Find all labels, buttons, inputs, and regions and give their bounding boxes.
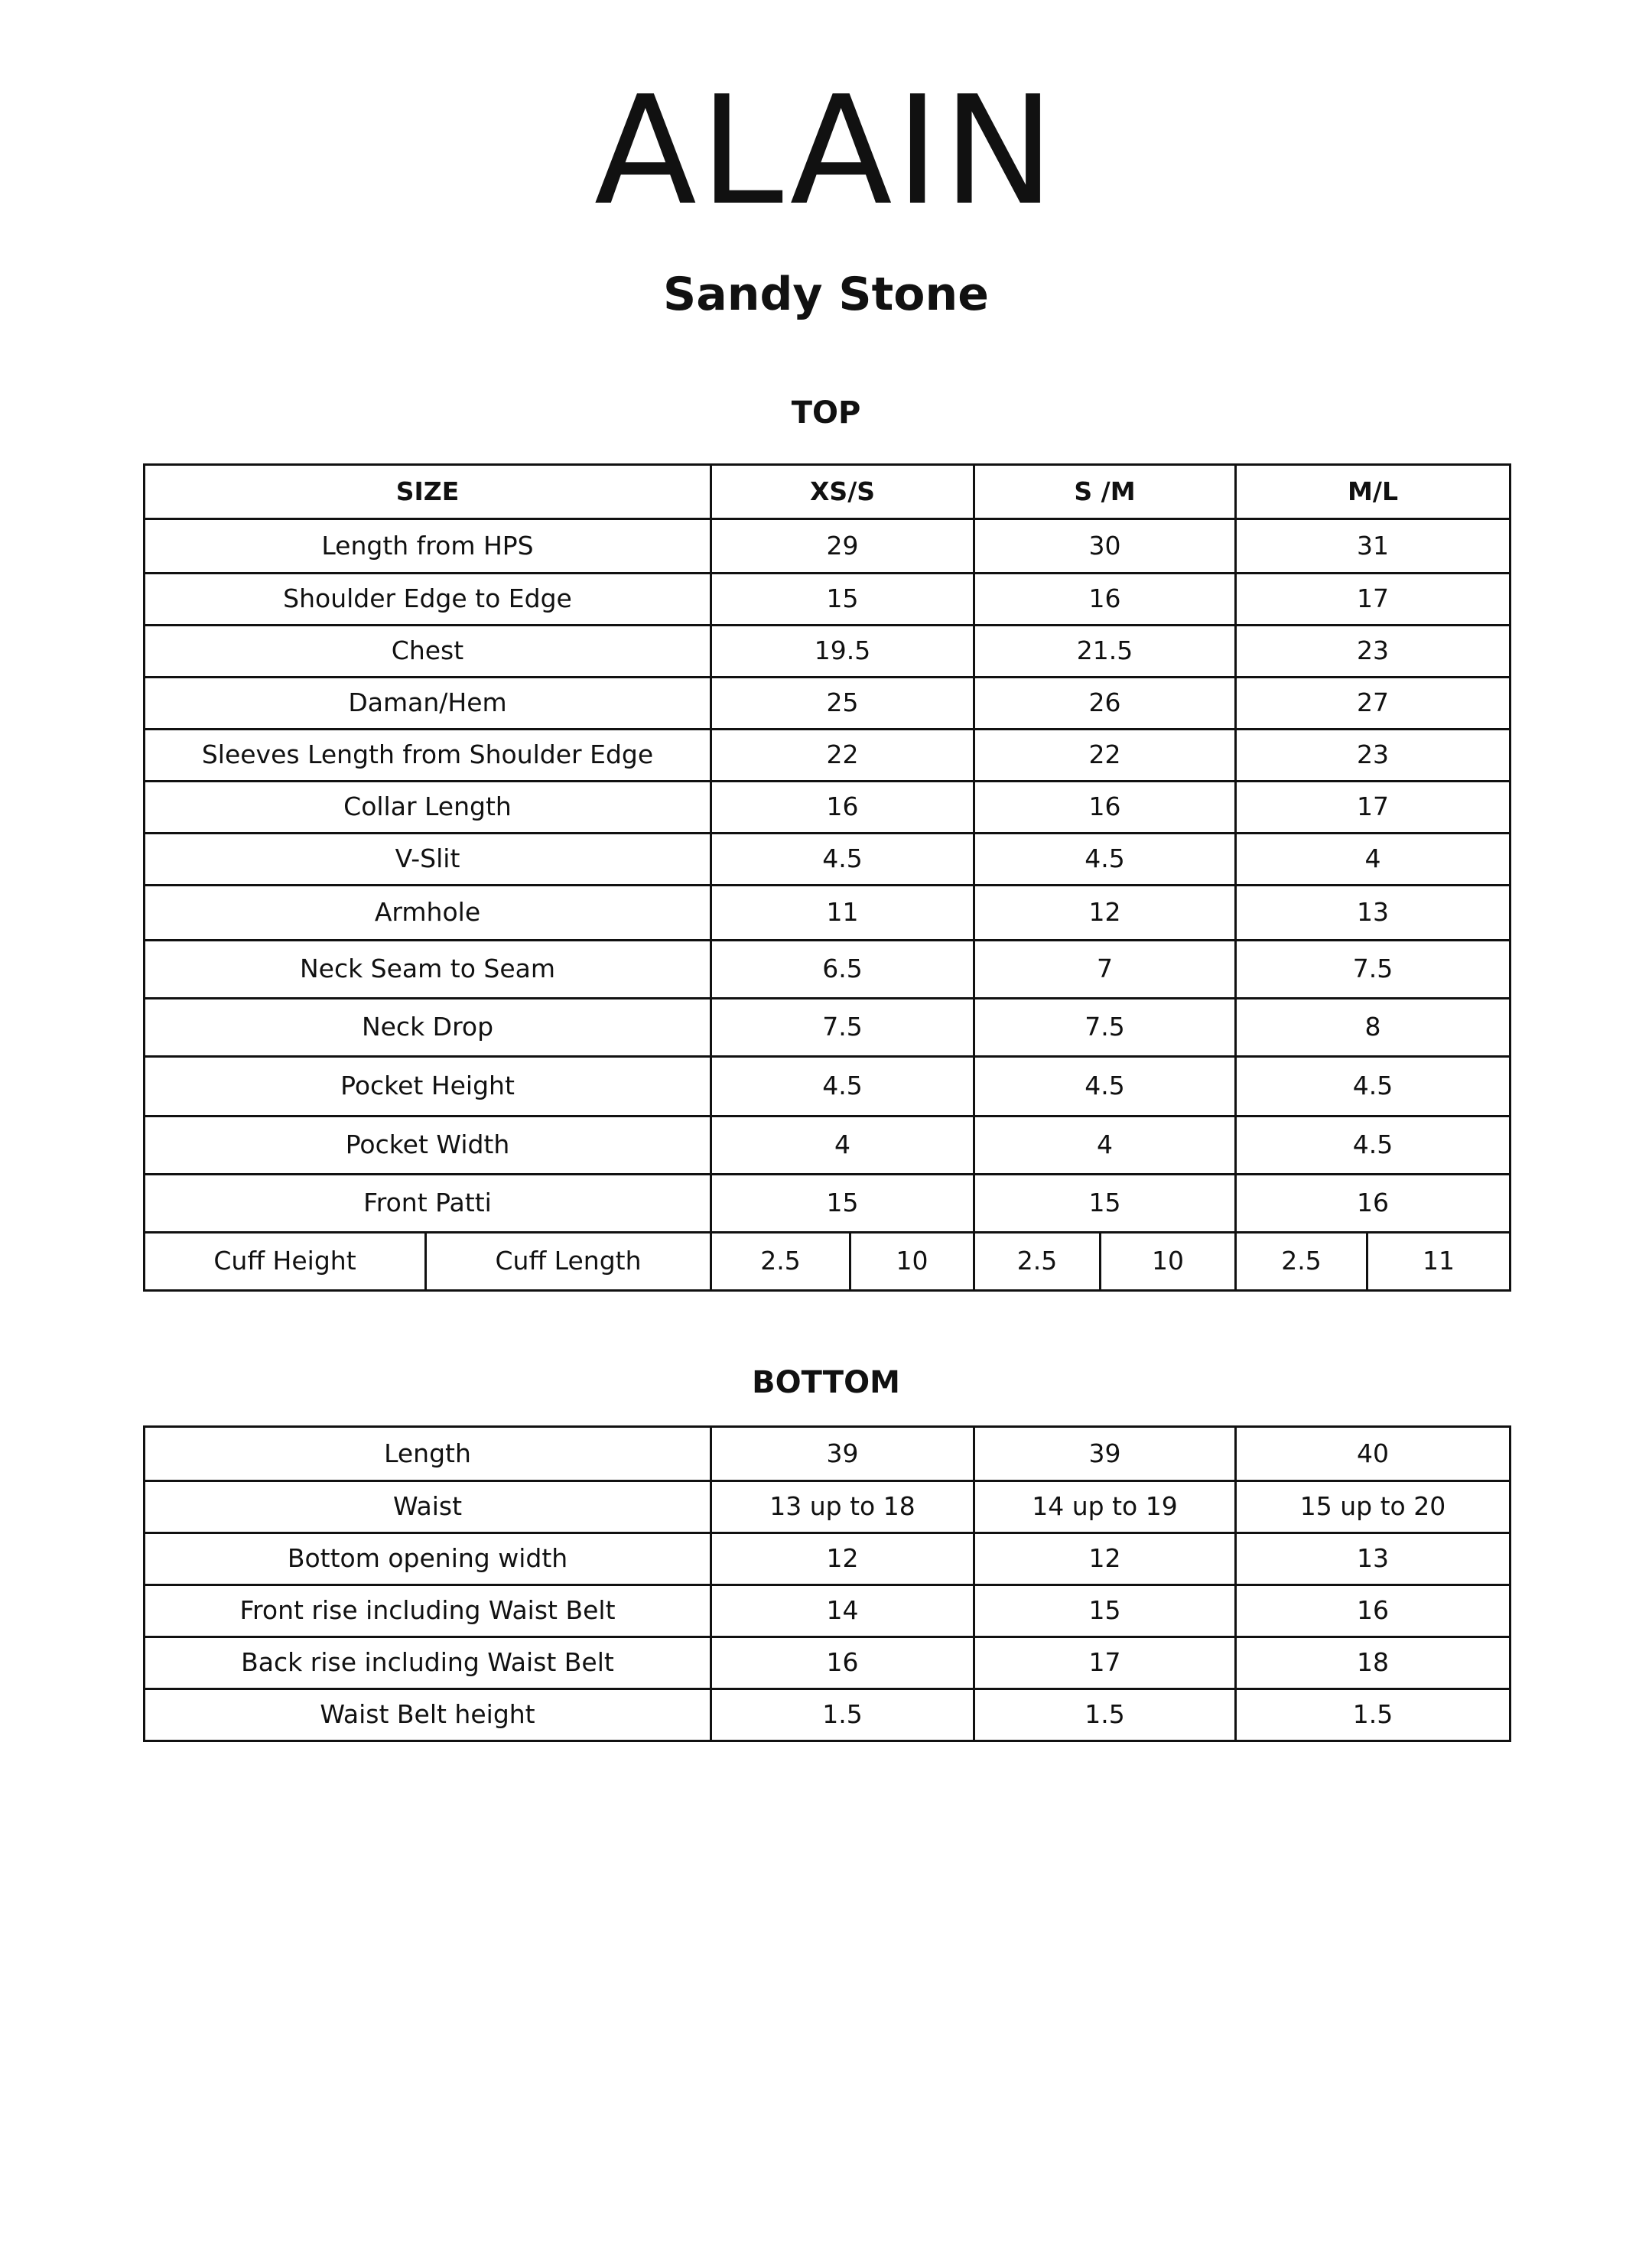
measurement-value: 13 xyxy=(1236,886,1511,941)
measurement-value: 16 xyxy=(974,574,1236,626)
measurement-label: Length from HPS xyxy=(145,519,711,574)
measurement-value: 23 xyxy=(1236,730,1511,782)
measurement-value: 4.5 xyxy=(1236,1057,1511,1116)
measurement-value: 15 xyxy=(974,1175,1236,1233)
measurement-label: Sleeves Length from Shoulder Edge xyxy=(145,730,711,782)
measurement-label: Neck Seam to Seam xyxy=(145,941,711,999)
measurement-value: 17 xyxy=(974,1637,1236,1689)
measurement-value: 14 up to 19 xyxy=(974,1481,1236,1533)
measurement-value: 12 xyxy=(711,1533,974,1585)
measurement-value: 17 xyxy=(1236,782,1511,834)
measurement-value: 39 xyxy=(711,1427,974,1481)
measurement-value: 1.5 xyxy=(1236,1689,1511,1741)
measurement-value: 4.5 xyxy=(711,1057,974,1116)
table-row xyxy=(145,886,1511,941)
table-row xyxy=(145,1427,1511,1481)
measurement-value: 15 xyxy=(974,1585,1236,1637)
measurement-value: 7 xyxy=(974,941,1236,999)
measurement-value: 39 xyxy=(974,1427,1236,1481)
table-row xyxy=(145,782,1511,834)
measurement-label: Neck Drop xyxy=(145,999,711,1057)
top-size-table xyxy=(143,463,1511,1292)
cuff-height-value: 2.5 xyxy=(711,1233,850,1291)
measurement-label: Pocket Height xyxy=(145,1057,711,1116)
table-row xyxy=(145,1175,1511,1233)
measurement-value: 15 up to 20 xyxy=(1236,1481,1511,1533)
measurement-value: 4.5 xyxy=(711,834,974,886)
measurement-value: 23 xyxy=(1236,626,1511,678)
cuff-length-value: 11 xyxy=(1367,1233,1511,1291)
measurement-value: 16 xyxy=(974,782,1236,834)
cuff-row xyxy=(145,1233,1511,1291)
size-col-header: M/L xyxy=(1236,465,1511,519)
measurement-value: 12 xyxy=(974,886,1236,941)
size-col-header: XS/S xyxy=(711,465,974,519)
measurement-value: 22 xyxy=(974,730,1236,782)
cuff-height-value: 2.5 xyxy=(1236,1233,1367,1291)
table-row xyxy=(145,1585,1511,1637)
cuff-height-value: 2.5 xyxy=(974,1233,1101,1291)
measurement-value: 4.5 xyxy=(1236,1116,1511,1175)
table-row xyxy=(145,1533,1511,1585)
measurement-label: Length xyxy=(145,1427,711,1481)
measurement-label: Pocket Width xyxy=(145,1116,711,1175)
table-row xyxy=(145,941,1511,999)
measurement-value: 29 xyxy=(711,519,974,574)
measurement-label: Bottom opening width xyxy=(145,1533,711,1585)
bottom-size-table xyxy=(143,1425,1511,1742)
measurement-value: 15 xyxy=(711,1175,974,1233)
measurement-label: Waist Belt height xyxy=(145,1689,711,1741)
top-section-title: TOP xyxy=(791,395,861,431)
measurement-value: 13 xyxy=(1236,1533,1511,1585)
measurement-value: 4 xyxy=(1236,834,1511,886)
size-header: SIZE xyxy=(145,465,711,519)
measurement-label: Chest xyxy=(145,626,711,678)
table-row xyxy=(145,626,1511,678)
measurement-value: 1.5 xyxy=(711,1689,974,1741)
measurement-value: 19.5 xyxy=(711,626,974,678)
table-row xyxy=(145,834,1511,886)
measurement-label: Armhole xyxy=(145,886,711,941)
measurement-value: 4 xyxy=(711,1116,974,1175)
measurement-value: 1.5 xyxy=(974,1689,1236,1741)
bottom-section-title: BOTTOM xyxy=(752,1365,900,1400)
measurement-value: 15 xyxy=(711,574,974,626)
product-name: Sandy Stone xyxy=(663,268,989,321)
measurement-value: 14 xyxy=(711,1585,974,1637)
measurement-value: 4.5 xyxy=(974,1057,1236,1116)
cuff-height-label: Cuff Height xyxy=(145,1233,426,1291)
measurement-value: 25 xyxy=(711,678,974,730)
table-row xyxy=(145,1481,1511,1533)
table-row xyxy=(145,1689,1511,1741)
measurement-value: 7.5 xyxy=(1236,941,1511,999)
measurement-value: 22 xyxy=(711,730,974,782)
measurement-label: Collar Length xyxy=(145,782,711,834)
measurement-value: 16 xyxy=(711,1637,974,1689)
size-col-header: S /M xyxy=(974,465,1236,519)
measurement-value: 16 xyxy=(711,782,974,834)
measurement-label: Waist xyxy=(145,1481,711,1533)
measurement-value: 6.5 xyxy=(711,941,974,999)
cuff-length-value: 10 xyxy=(850,1233,974,1291)
measurement-value: 21.5 xyxy=(974,626,1236,678)
measurement-value: 18 xyxy=(1236,1637,1511,1689)
measurement-value: 16 xyxy=(1236,1585,1511,1637)
cuff-length-label: Cuff Length xyxy=(426,1233,711,1291)
measurement-label: Daman/Hem xyxy=(145,678,711,730)
table-row xyxy=(145,999,1511,1057)
measurement-value: 30 xyxy=(974,519,1236,574)
top-header-row xyxy=(145,465,1511,519)
table-row xyxy=(145,1057,1511,1116)
table-row xyxy=(145,519,1511,574)
measurement-value: 7.5 xyxy=(711,999,974,1057)
measurement-value: 17 xyxy=(1236,574,1511,626)
measurement-value: 4 xyxy=(974,1116,1236,1175)
measurement-value: 7.5 xyxy=(974,999,1236,1057)
measurement-label: Back rise including Waist Belt xyxy=(145,1637,711,1689)
measurement-value: 31 xyxy=(1236,519,1511,574)
measurement-value: 4.5 xyxy=(974,834,1236,886)
measurement-label: Shoulder Edge to Edge xyxy=(145,574,711,626)
table-row xyxy=(145,574,1511,626)
table-row xyxy=(145,730,1511,782)
measurement-value: 13 up to 18 xyxy=(711,1481,974,1533)
brand-logo: ALAIN xyxy=(593,64,1059,239)
measurement-value: 27 xyxy=(1236,678,1511,730)
measurement-value: 8 xyxy=(1236,999,1511,1057)
measurement-value: 11 xyxy=(711,886,974,941)
measurement-value: 26 xyxy=(974,678,1236,730)
measurement-label: Front rise including Waist Belt xyxy=(145,1585,711,1637)
table-row xyxy=(145,1637,1511,1689)
table-row xyxy=(145,678,1511,730)
measurement-value: 16 xyxy=(1236,1175,1511,1233)
measurement-label: Front Patti xyxy=(145,1175,711,1233)
measurement-value: 40 xyxy=(1236,1427,1511,1481)
measurement-value: 12 xyxy=(974,1533,1236,1585)
cuff-length-value: 10 xyxy=(1101,1233,1236,1291)
measurement-label: V-Slit xyxy=(145,834,711,886)
table-row xyxy=(145,1116,1511,1175)
